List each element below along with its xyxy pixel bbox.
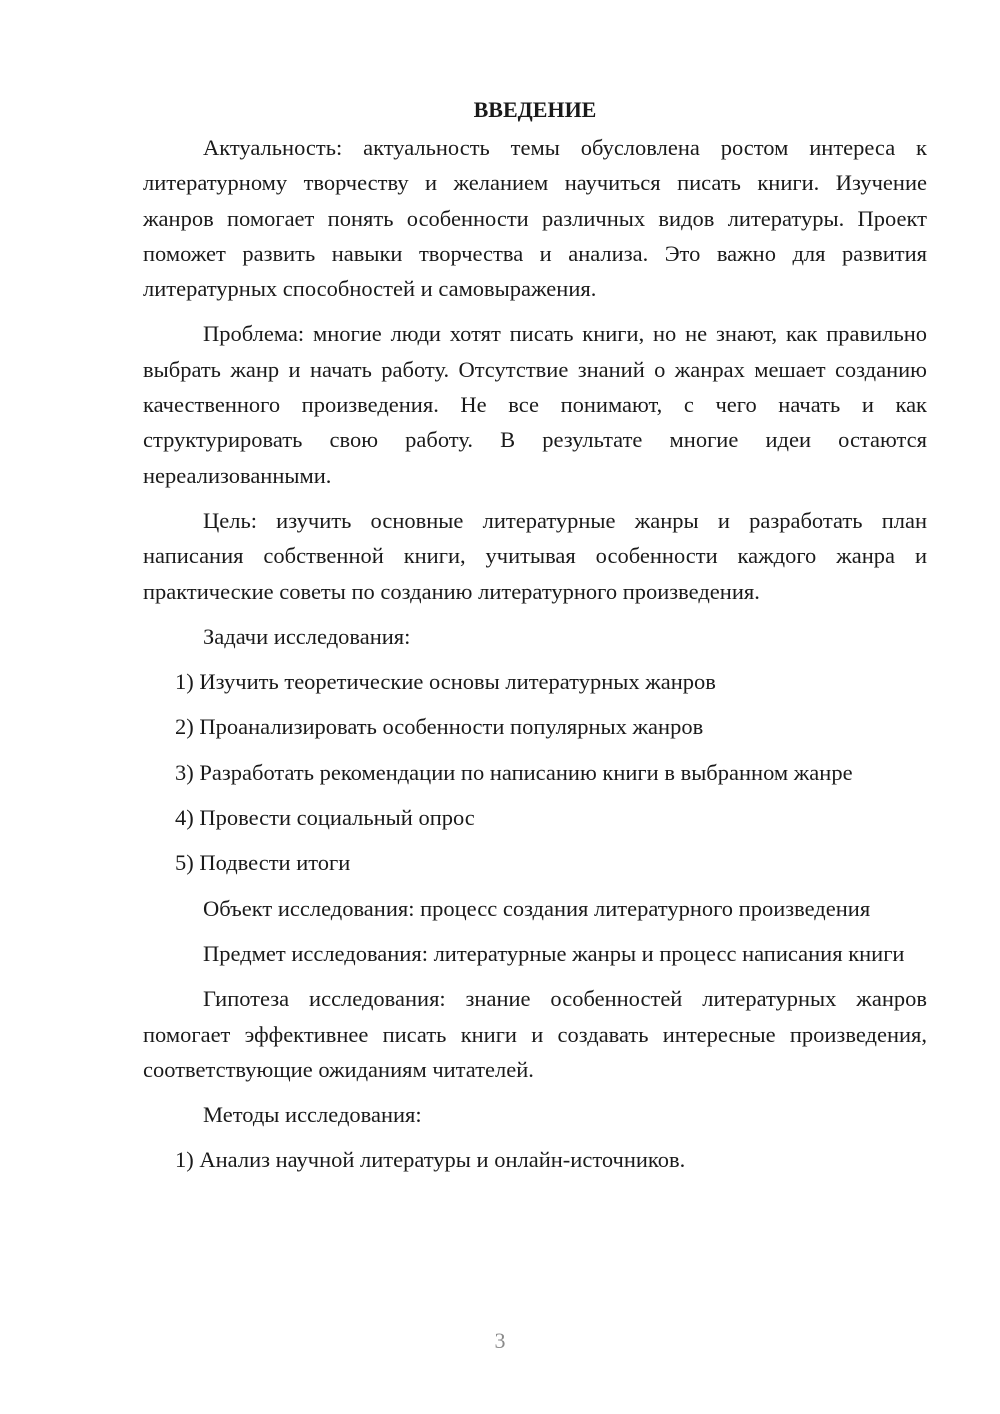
task-item: 2) Проанализировать особенности популярных жанров — [175, 714, 704, 740]
tasks-title: Задачи исследования: — [203, 623, 411, 649]
page-number: 3 — [494, 1328, 506, 1353]
methods-title: Методы исследования: — [203, 1102, 422, 1128]
object-paragraph: Объект исследования: процесс создания литературного произведения — [203, 895, 871, 921]
task-item: 3) Разработать рекомендации по написанию книги в выбранном жанре — [175, 759, 853, 785]
task-item: 1) Изучить теоретические основы литературных жанров — [175, 669, 716, 695]
method-item: 1) Анализ научной литературы и онлайн-источников. — [175, 1147, 686, 1173]
goal-paragraph: Цель: изучить основные литературные жанры и разработать план написания собственной книги, учитывая особенности каждого жанра и практические советы по созданию литературного произведения. — [143, 507, 927, 604]
document-page — [143, 96, 927, 1178]
subject-paragraph: Предмет исследования: литературные жанры и процесс написания книги — [203, 940, 905, 966]
task-item: 5) Подвести итоги — [175, 850, 351, 876]
section-heading: ВВЕДЕНИЕ — [473, 97, 597, 122]
problem-paragraph: Проблема: многие люди хотят писать книги, но не знают, как правильно выбрать жанр и начать работу. Отсутствие знаний о жанрах мешает созданию качественного произведения. Не все понимают, с чего начать и как структурировать свою работу. В результате многие идеи остаются нереализованными. — [143, 321, 927, 488]
relevance-paragraph: Актуальность: актуальность темы обусловлена ростом интереса к литературному творчеству и желанием научиться писать книги. Изучение жанров помогает понять особенности различных видов литературы. Проект поможет развить навыки творчества и анализа. Это важно для развития литературных способностей и самовыражения. — [143, 135, 927, 302]
hypothesis-paragraph: Гипотеза исследования: знание особенностей литературных жанров помогает эффективнее писать книги и создавать интересные произведения, соответствующие ожиданиям читателей. — [143, 986, 927, 1082]
task-item: 4) Провести социальный опрос — [175, 805, 475, 831]
